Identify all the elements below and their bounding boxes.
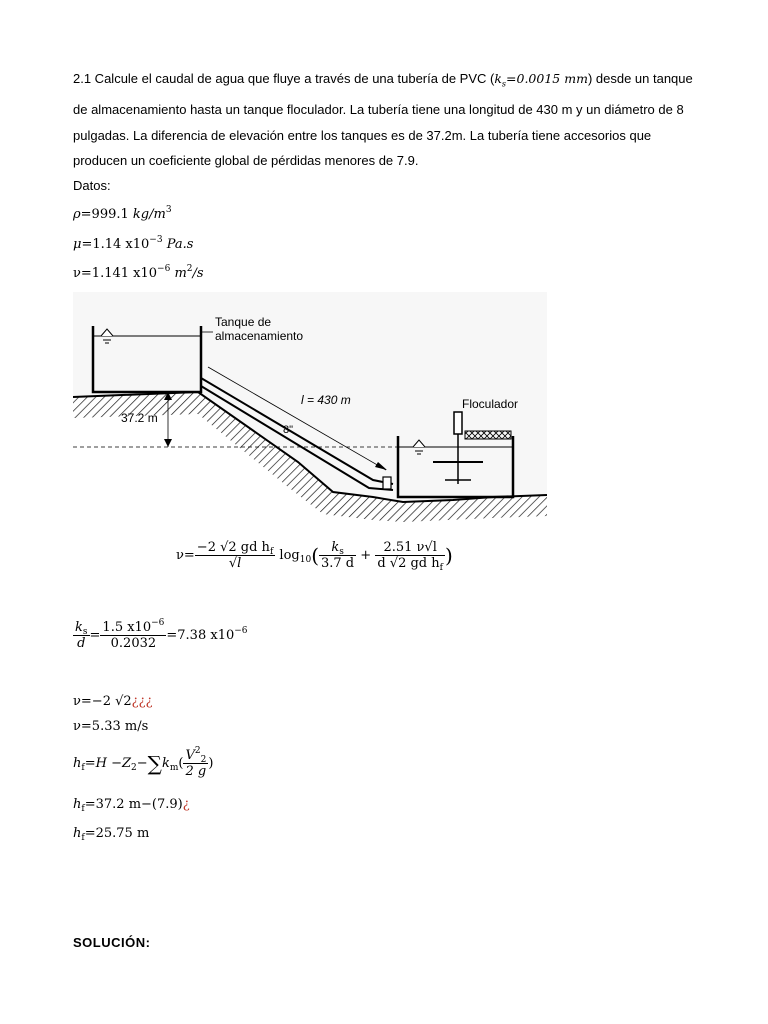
tank-label-line1: Tanque de [215,315,272,329]
rho-line: ρ=999.1 $kg/m^3$ [73,205,172,222]
height-label: 37.2 m [121,411,158,425]
velocity-formula: ν= $\frac{-2 √2 gd h_f}{√l}$ $\log_{10}$( $\frac{k_s}{3.7 d}$ + $\frac{2.51 \nu√l}{d √2 gd h_f}$ ) [176,540,453,573]
velocity-result: ν=5.33 m/s [73,719,149,734]
nu-line: ν=1.141 $x10^{-6}$ $m^2/s$ [73,264,204,281]
velocity-calc-line: ν=−2 √2¿¿¿ [73,694,153,709]
diameter-label: 8" [283,424,294,436]
hf-result: $h_f=25.75$ m [73,826,150,843]
datos-label: Datos: [73,178,111,193]
ks-symbol: $k_s=0.0015$ mm [494,71,588,89]
roughness-ratio: $\frac{k_s}{d}$ = $\frac{1.5 x10^{-6}}{0.2032}$ =7.38 $x10^{-6}$ [75,618,248,651]
hf-substitution: $h_f=37.2$ m−(7.9)¿ [73,797,190,814]
hf-equation: $h_f=H -Z_2-\sum k_m$( $\frac{V^2_2}{2 g}$ ) [73,746,214,779]
pipe-system-diagram [73,292,547,528]
mu-line: μ=1.14 $x10^{-3}$ Pa.s [73,235,194,252]
length-label: l = 430 m [301,393,351,407]
tank-label-line2: almacenamiento [215,329,304,343]
problem-statement: 2.1 Calcule el caudal de agua que fluye a través de una tubería de PVC ($k_s=0.0015$ mm) desde un tanque de almacenamiento hasta un tanque floculador. La tubería tiene una longitud de 430 m y un diámetro de 8 pulgadas. La diferencia de elevación entre los tanques es de 37.2m. La tubería tiene accesorios que producen un coeficiente global de pérdidas menores de 7.9. [73,71,693,168]
flocculator-label: Floculador [462,397,519,411]
solution-heading: SOLUCIÓN: [73,935,151,950]
